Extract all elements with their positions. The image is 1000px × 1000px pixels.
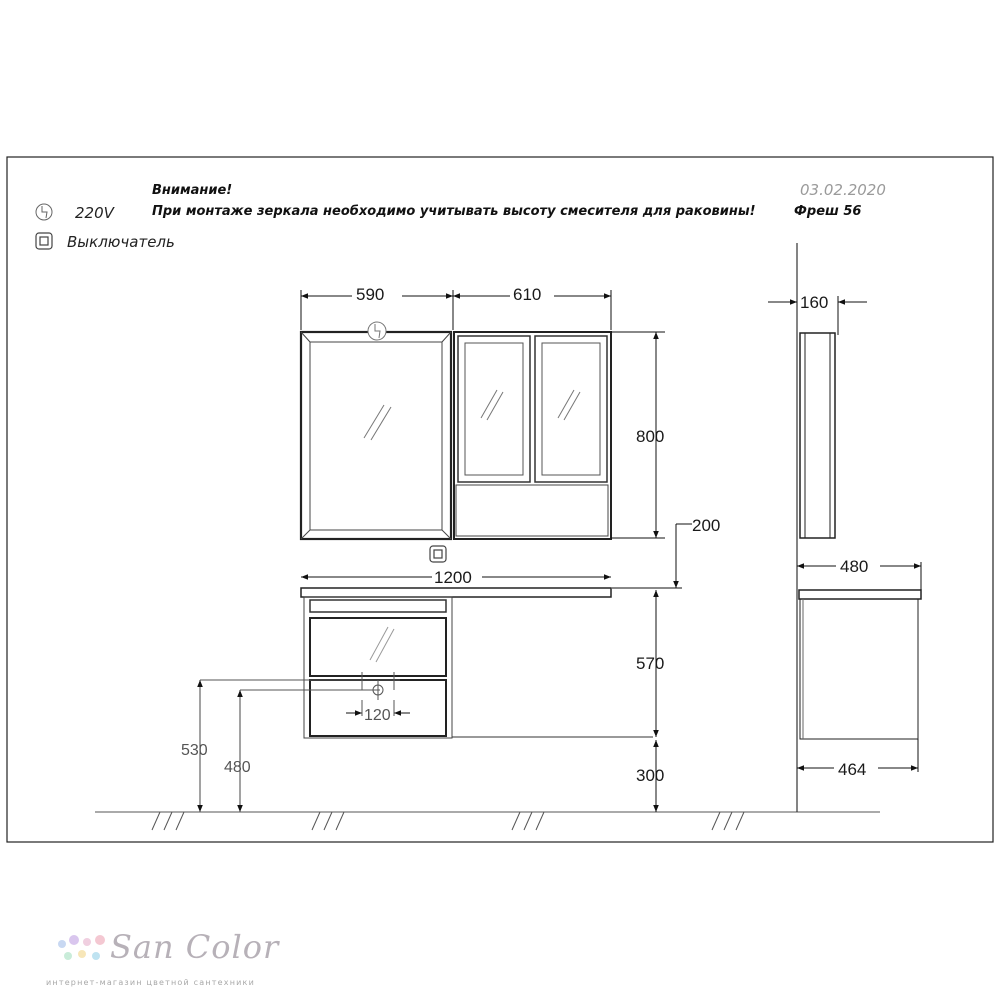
gap-dim: [612, 524, 692, 588]
side-vanity: [799, 590, 921, 739]
mirror: [301, 332, 451, 539]
side-base-depth-label: 464: [838, 760, 867, 779]
side-mirror-depth-label: 160: [800, 293, 829, 312]
side-depth-dims: [797, 562, 921, 772]
gap-label: 200: [692, 516, 721, 535]
brand-tagline: интернет-магазин цветной сантехники: [46, 978, 255, 987]
vanity-height-label: 570: [636, 654, 665, 673]
mirror-width-label: 590: [356, 285, 385, 304]
switch-marker: [430, 546, 446, 562]
top-width-dims: [301, 290, 611, 330]
brand-name: San Color: [110, 928, 280, 966]
switch-label: Выключатель: [67, 233, 175, 251]
mirror-cabinet: [454, 332, 611, 539]
side-mirror: [800, 333, 835, 538]
drain-spacing-label: 120: [364, 707, 391, 724]
floor-line: [95, 812, 880, 830]
countertop: [301, 588, 611, 597]
attention-text: При монтаже зеркала необходимо учитывать высоту смесителя для раковины!: [152, 204, 756, 219]
switch-icon: [36, 233, 52, 249]
brand-logo-dots: [54, 932, 110, 972]
outlet-height-530: 530: [181, 742, 208, 759]
power-socket-icon: [36, 204, 52, 220]
attention-title: Внимание!: [152, 183, 233, 198]
outlet-height-480: 480: [224, 759, 251, 776]
floor-clearance-label: 300: [636, 766, 665, 785]
drawing-date: 03.02.2020: [800, 181, 886, 199]
mirror-power-icon: [368, 322, 386, 340]
mirror-height-label: 800: [636, 427, 665, 446]
side-top-depth-label: 480: [840, 557, 869, 576]
power-label: 220V: [75, 204, 114, 222]
model-name: Фреш 56: [794, 204, 862, 219]
cabinet-width-label: 610: [513, 285, 542, 304]
countertop-width-label: 1200: [434, 568, 472, 587]
